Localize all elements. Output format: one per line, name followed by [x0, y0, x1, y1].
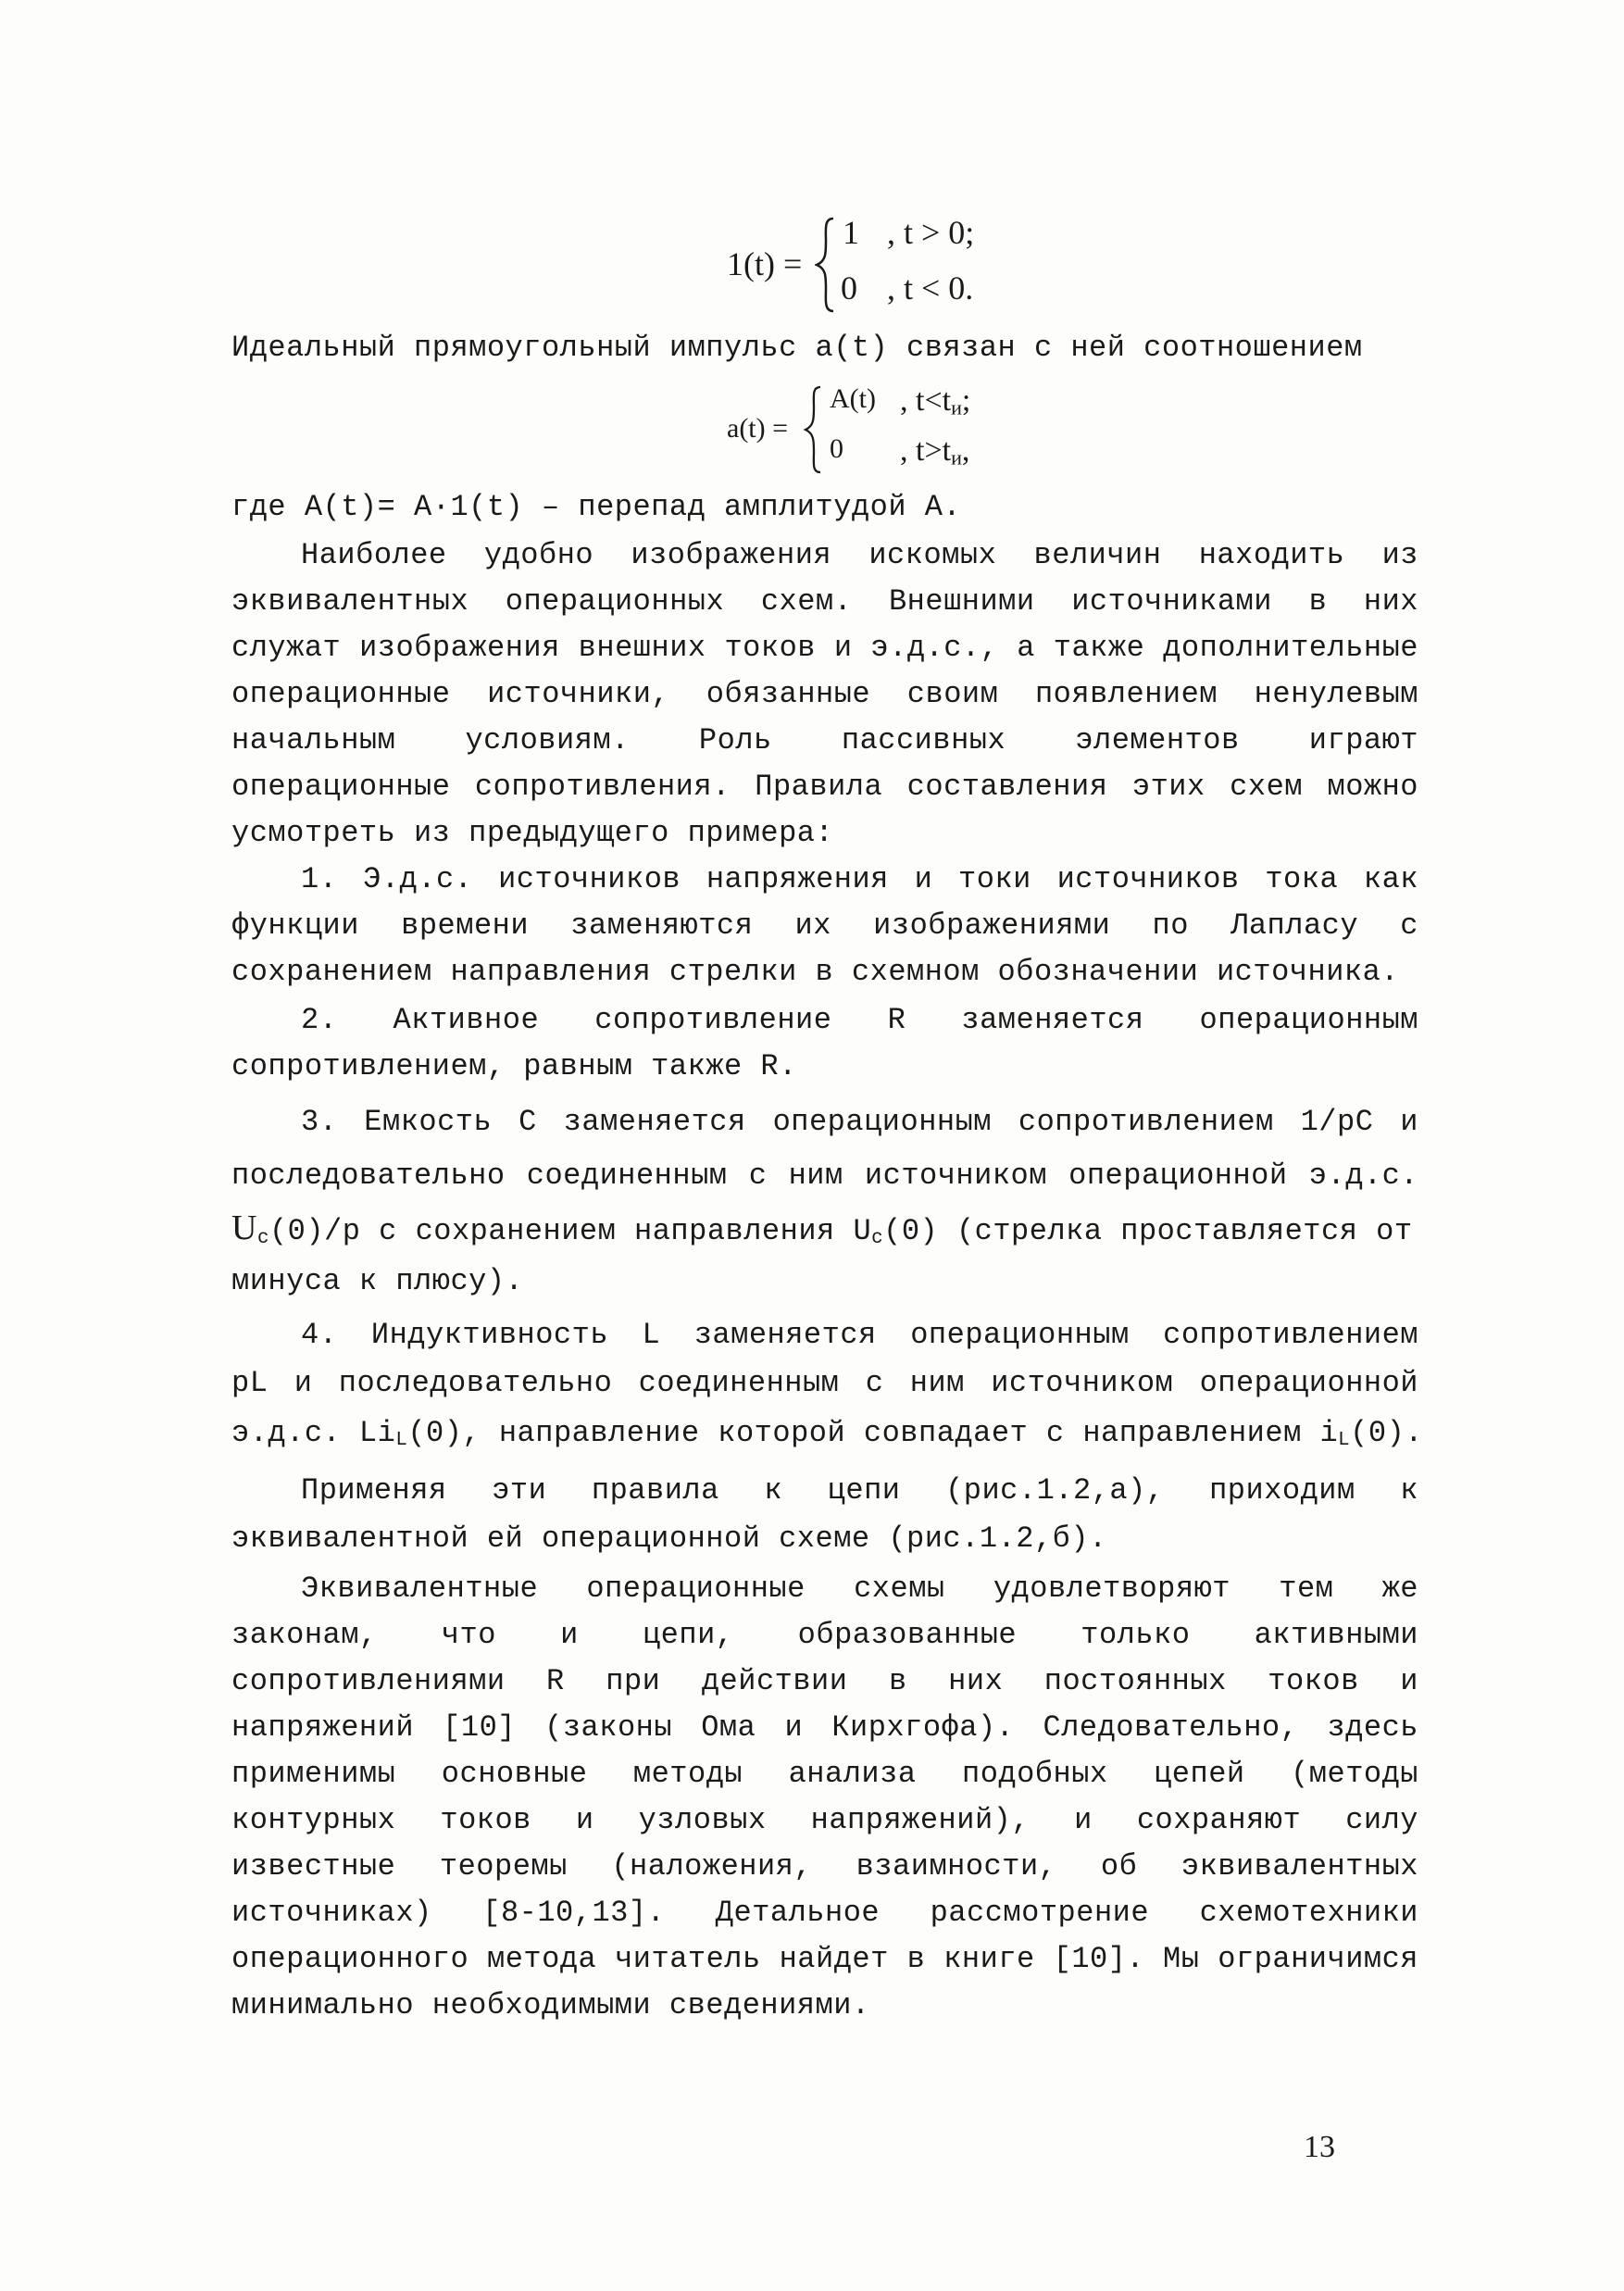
paragraph-line: Наиболее удобно изображения искомых величин находить из — [301, 538, 1418, 572]
equiv-paragraph-line: контурных токов и узловых напряжений), и сохраняют силу — [231, 1803, 1418, 1837]
paragraph-line: начальным условиям. Роль пассивных элементов играют — [231, 723, 1418, 757]
case2-value: 0 — [841, 269, 857, 307]
rule-3-line: $U_c(0)/p$ с сохранением направления $U_c(0)$ (стрелка проставляется от — [231, 1208, 1413, 1250]
formula-lhs: 1(t) = — [727, 245, 803, 282]
case2-condition: , $t>t_и$, — [900, 433, 970, 469]
case1-value: 1 — [843, 214, 859, 251]
rule-4-line: 4. Индуктивность L заменяется операционным сопротивлением — [301, 1318, 1418, 1352]
equiv-paragraph-line: законам, что и цепи, образованные только активными — [231, 1618, 1418, 1652]
case1-condition: , t > 0; — [887, 214, 975, 251]
paragraph-line: операционные источники, обязанные своим появлением ненулевым — [231, 677, 1418, 711]
equiv-paragraph-line: известные теоремы (наложения, взаимности, об эквивалентных — [231, 1849, 1418, 1884]
rule-4-line: pL и последовательно соединенным с ним источником операционной — [231, 1366, 1418, 1400]
paragraph-line: эквивалентных операционных схем. Внешними источниками в них — [231, 584, 1418, 619]
case1-condition: , $t<t_и$; — [900, 383, 971, 419]
case1-value: A(t) — [830, 383, 876, 414]
equiv-paragraph-line: Эквивалентные операционные схемы удовлетворяют тем же — [301, 1571, 1418, 1606]
rule-1-line: функции времени заменяются их изображениями по Лапласу с — [231, 908, 1418, 943]
rule-3-line: 3. Емкость C заменяется операционным сопротивлением 1/pC и — [301, 1105, 1418, 1139]
equiv-paragraph-line: сопротивлениями R при действии в них постоянных токов и — [231, 1664, 1418, 1698]
formula-lhs: a(t) = — [727, 413, 789, 444]
rule-3-line: последовательно соединенным с ним источником операционной э.д.с. — [231, 1158, 1418, 1193]
paragraph-line: служат изображения внешних токов и э.д.с., а также дополнительные — [231, 631, 1418, 665]
equiv-paragraph-line: источниках) [8-10,13]. Детальное рассмотрение схемотехники — [231, 1896, 1418, 1930]
page-number: 13 — [1304, 2130, 1335, 2164]
paragraph-line: операционные сопротивления. Правила составления этих схем можно — [231, 770, 1418, 804]
case2-value: 0 — [830, 433, 843, 464]
ideal-pulse-line: Идеальный прямоугольный импульс a(t) связан с ней соотношением — [231, 331, 1363, 365]
equiv-paragraph-line: минимально необходимыми сведениями. — [231, 1988, 870, 2022]
paragraph-line: усмотреть из предыдущего примера: — [231, 816, 834, 850]
pulse-formula — [722, 380, 1056, 482]
step-function-formula — [722, 209, 1056, 320]
case2-condition: , t < 0. — [887, 269, 974, 307]
rule-4-line: э.д.с. $Li_L(0)$, направление которой совпадает с направлением $i_L(0)$. — [231, 1416, 1423, 1452]
rule-2-line: 2. Активное сопротивление R заменяется операционным — [301, 1003, 1418, 1037]
rule-1-line: 1. Э.д.с. источников напряжения и токи источников тока как — [301, 862, 1418, 896]
amplitude-definition-line: где A(t)= A·1(t) – перепад амплитудой A. — [231, 490, 962, 524]
equiv-paragraph-line: операционного метода читатель найдет в книге [10]. Мы ограничимся — [231, 1942, 1418, 1976]
left-brace-icon — [815, 217, 837, 313]
equiv-paragraph-line: применимы основные методы анализа подобных цепей (методы — [231, 1757, 1418, 1791]
left-brace-icon — [804, 385, 824, 474]
rule-2-line: сопротивлением, равным также R. — [231, 1049, 797, 1083]
rule-1-line: сохранением направления стрелки в схемном обозначении источника. — [231, 955, 1399, 989]
rule-3-line: минуса к плюсу). — [231, 1264, 524, 1298]
apply-paragraph-line: эквивалентной ей операционной схеме (рис.1.2,б). — [231, 1521, 1107, 1556]
equiv-paragraph-line: напряжений [10] (законы Ома и Кирхгофа). Следовательно, здесь — [231, 1710, 1418, 1745]
apply-paragraph-line: Применяя эти правила к цепи (рис.1.2,а), приходим к — [301, 1473, 1418, 1508]
